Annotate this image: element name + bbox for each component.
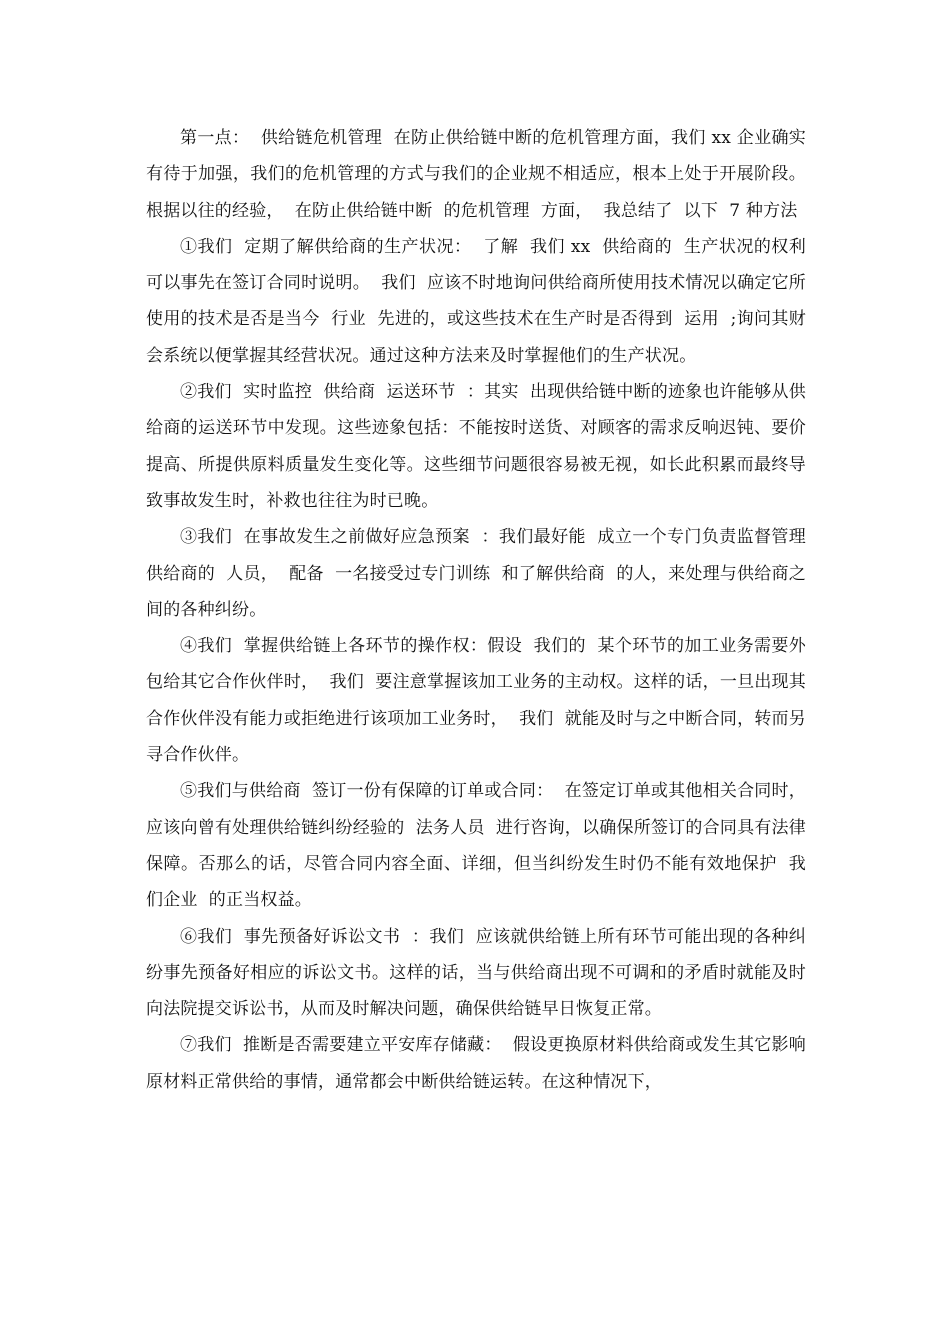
paragraph-method-5: ⑤我们与供给商 签订一份有保障的订单或合同： 在签定订单或其他相关合同时，应该向曾有处理供给链纠纷经验的 法务人员 进行咨询，以确保所签订的合同具有法律保障。否那么的话，尽管合同内容全面、详细，但当纠纷发生时仍不能有效地保护 我们企业 的正当权益。 bbox=[146, 781, 806, 911]
document-body bbox=[146, 120, 806, 1100]
paragraph-method-1: ①我们 定期了解供给商的生产状况： 了解 我们 xx 供给商的 生产状况的权利可以事先在签订合同时说明。 我们 应该不时地询问供给商所使用技术情况以确定它所使用的技术是否是当今 行业 先进的，或这些技术在生产时是否得到 运用 ;询问其财会系统以便掌握其经营状况。通过这种方法来及时掌握他们的生产状况。 bbox=[146, 236, 806, 366]
paragraph-intro: 第一点： 供给链危机管理 在防止供给链中断的危机管理方面，我们 xx 企业确实有待于加强，我们的危机管理的方式与我们的企业规不相适应，根本上处于开展阶段。根据以往的经验， 在防止供给链中断 的危机管理 方面， 我总结了 以下 7 种方法 bbox=[146, 128, 806, 221]
paragraph-method-4: ④我们 掌握供给链上各环节的操作权：假设 我们的 某个环节的加工业务需要外包给其它合作伙伴时， 我们 要注意掌握该加工业务的主动权。这样的话，一旦出现其合作伙伴没有能力或拒绝进行该项加工业务时， 我们 就能及时与之中断合同，转而另寻合作伙伴。 bbox=[146, 636, 806, 766]
paragraph-method-3: ③我们 在事故发生之前做好应急预案 ：我们最好能 成立一个专门负责监督管理供给商的 人员， 配备 一名接受过专门训练 和了解供给商 的人，来处理与供给商之间的各种纠纷。 bbox=[146, 527, 806, 620]
paragraph-method-6: ⑥我们 事先预备好诉讼文书 ：我们 应该就供给链上所有环节可能出现的各种纠纷事先预备好相应的诉讼文书。这样的话，当与供给商出现不可调和的矛盾时就能及时向法院提交诉讼书，从而及时解决问题，确保供给链早日恢复正常。 bbox=[146, 926, 806, 1020]
paragraph-method-2: ②我们 实时监控 供给商 运送环节 ：其实 出现供给链中断的迹象也许能够从供给商的运送环节中发现。这些迹象包括：不能按时送货、对顾客的需求反响迟钝、要价提高、所提供原料质量发生变化等。这些细节问题很容易被无视，如长此积累而最终导致事故发生时，补救也往往为时已晚。 bbox=[146, 382, 806, 511]
paragraph-method-7: ⑦我们 推断是否需要建立平安库存储藏： 假设更换原材料供给商或发生其它影响原材料正常供给的事情，通常都会中断供给链运转。在这种情况下， bbox=[146, 1035, 806, 1092]
